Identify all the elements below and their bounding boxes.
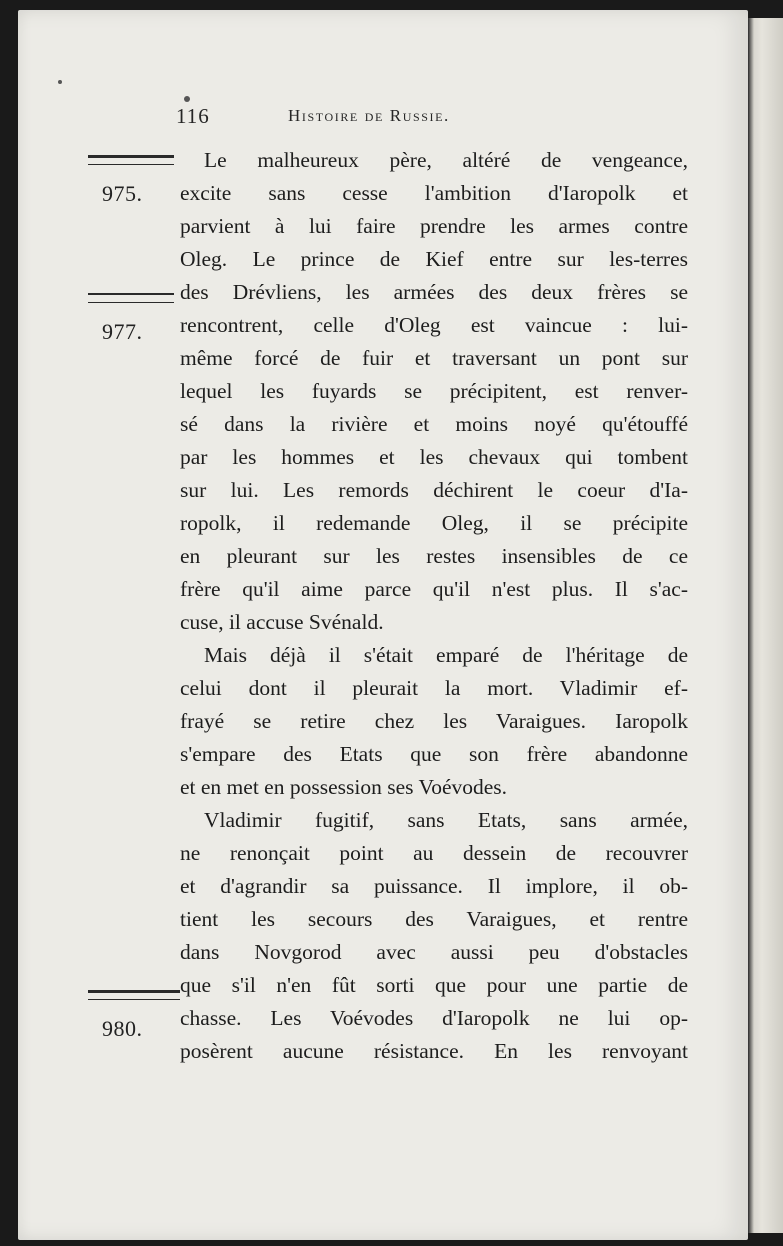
ink-speck: [184, 96, 190, 102]
margin-rule: [88, 990, 180, 1000]
page-header: [158, 104, 678, 134]
text-line: frayé se retire chez les Varaigues. Iaropolk: [180, 709, 688, 733]
text-line: ropolk, il redemande Oleg, il se précipite: [180, 511, 688, 535]
facing-page-edge: [748, 18, 783, 1233]
ink-speck: [58, 80, 62, 84]
text-line: des Drévliens, les armées des deux frères se: [180, 280, 688, 304]
margin-year: 980.: [102, 1016, 143, 1041]
text-line: par les hommes et les chevaux qui tombent: [180, 445, 688, 469]
body-text: [180, 144, 688, 1068]
text-line: Vladimir fugitif, sans Etats, sans armée,: [204, 808, 688, 832]
text-line: que s'il n'en fût sorti que pour une partie de: [180, 973, 688, 997]
text-line: sé dans la rivière et moins noyé qu'étouffé: [180, 412, 688, 436]
text-line: frère qu'il aime parce qu'il n'est plus. Il s'ac-: [180, 577, 688, 601]
text-line: Le malheureux père, altéré de vengeance,: [204, 148, 688, 172]
text-line: même forcé de fuir et traversant un pont sur: [180, 346, 688, 370]
text-line: sur lui. Les remords déchirent le coeur d'Ia-: [180, 478, 688, 502]
text-line: rencontrent, celle d'Oleg est vaincue : lui-: [180, 313, 688, 337]
text-line: posèrent aucune résistance. En les renvoyant: [180, 1039, 688, 1063]
page-number: 116: [176, 104, 210, 128]
margin-rule: [88, 293, 174, 303]
text-line: et en met en possession ses Voévodes.: [180, 775, 508, 799]
margin-rule: [88, 155, 174, 165]
text-line: Oleg. Le prince de Kief entre sur les-terres: [180, 247, 688, 271]
text-line: ne renonçait point au dessein de recouvrer: [180, 841, 688, 865]
text-line: cuse, il accuse Svénald.: [180, 610, 384, 634]
text-line: dans Novgorod avec aussi peu d'obstacles: [180, 940, 688, 964]
margin-year: 975.: [102, 181, 143, 206]
margin-year: 977.: [102, 319, 143, 344]
text-line: excite sans cesse l'ambition d'Iaropolk et: [180, 181, 688, 205]
text-line: et d'agrandir sa puissance. Il implore, il ob-: [180, 874, 688, 898]
text-line: tient les secours des Varaigues, et rentre: [180, 907, 688, 931]
text-line: en pleurant sur les restes insensibles de ce: [180, 544, 688, 568]
text-line: Mais déjà il s'était emparé de l'héritage de: [204, 643, 688, 667]
text-line: celui dont il pleurait la mort. Vladimir ef-: [180, 676, 688, 700]
text-line: parvient à lui faire prendre les armes contre: [180, 214, 688, 238]
running-title: Histoire de Russie.: [288, 106, 450, 125]
text-line: lequel les fuyards se précipitent, est renver-: [180, 379, 688, 403]
text-line: chasse. Les Voévodes d'Iaropolk ne lui op-: [180, 1006, 688, 1030]
text-line: s'empare des Etats que son frère abandonne: [180, 742, 688, 766]
